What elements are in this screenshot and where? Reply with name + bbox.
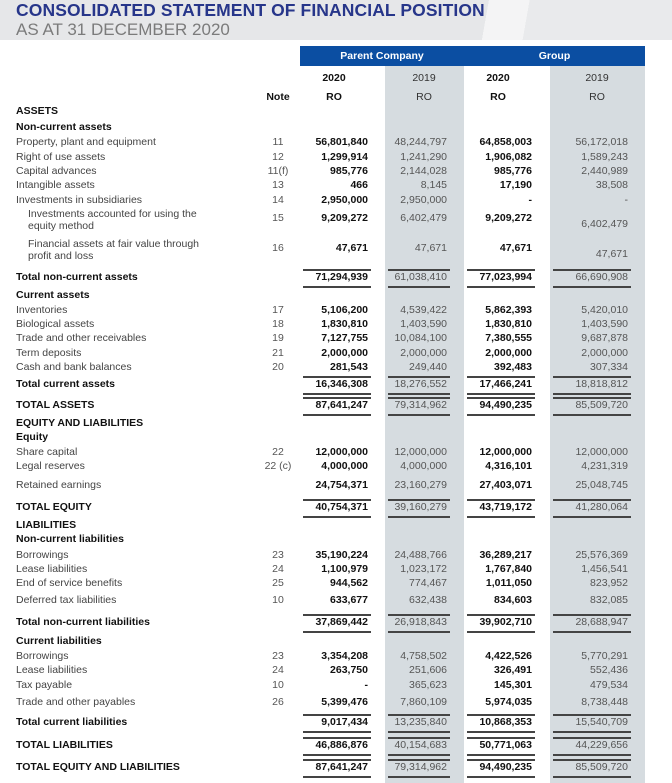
total-rule xyxy=(388,499,450,501)
row-label: Capital advances xyxy=(16,165,97,177)
total-rule xyxy=(467,516,535,518)
value-cell: 44,229,656 xyxy=(575,739,628,751)
value-cell: 40,754,371 xyxy=(315,501,368,513)
value-cell: 41,280,064 xyxy=(575,501,628,513)
row-label-line2: equity method xyxy=(28,220,94,232)
note-ref: 24 xyxy=(272,563,284,575)
value-cell: - xyxy=(528,194,532,206)
value-cell: 2,950,000 xyxy=(321,194,368,206)
note-ref: 10 xyxy=(272,679,284,691)
row-label: Share capital xyxy=(16,446,78,458)
total-rule xyxy=(303,714,371,716)
value-cell: 79,314,962 xyxy=(394,399,447,411)
row-label: Non-current liabilities xyxy=(16,533,124,545)
value-cell: 263,750 xyxy=(330,664,368,676)
value-cell: 1,830,810 xyxy=(321,318,368,330)
value-cell: 66,690,908 xyxy=(575,271,628,283)
total-rule xyxy=(388,759,450,761)
value-cell: 8,738,448 xyxy=(581,696,628,708)
total-rule xyxy=(303,614,371,616)
value-cell: 39,902,710 xyxy=(479,616,532,628)
total-rule xyxy=(303,776,371,778)
note-ref: 12 xyxy=(272,151,284,163)
value-cell: 38,508 xyxy=(595,179,628,191)
value-cell: 9,687,878 xyxy=(581,332,628,344)
value-cell: 10,868,353 xyxy=(479,716,532,728)
row-label: Non-current assets xyxy=(16,121,112,133)
note-header: Note xyxy=(266,91,290,103)
value-cell: 5,420,010 xyxy=(581,304,628,316)
value-cell: 1,241,290 xyxy=(400,151,447,163)
row-label: TOTAL EQUITY xyxy=(16,501,92,513)
total-rule xyxy=(553,286,631,288)
value-cell: 1,403,590 xyxy=(400,318,447,330)
value-cell: 251,606 xyxy=(409,664,447,676)
value-cell: 834,603 xyxy=(494,594,532,606)
value-cell: 7,860,109 xyxy=(400,696,447,708)
value-cell: 47,671 xyxy=(595,248,628,260)
value-cell: 4,539,422 xyxy=(400,304,447,316)
row-label: Property, plant and equipment xyxy=(16,136,156,148)
value-cell: 26,918,843 xyxy=(394,616,447,628)
total-rule xyxy=(553,776,631,778)
row-label: TOTAL LIABILITIES xyxy=(16,739,113,751)
value-cell: 4,316,101 xyxy=(485,460,532,472)
row-label: Borrowings xyxy=(16,549,69,561)
total-rule xyxy=(388,754,450,756)
currency-group-2020: RO xyxy=(490,91,506,103)
value-cell: 985,776 xyxy=(330,165,368,177)
currency-parent-2020: RO xyxy=(326,91,342,103)
note-ref: 18 xyxy=(272,318,284,330)
row-label: Intangible assets xyxy=(16,179,95,191)
note-ref: 14 xyxy=(272,194,284,206)
value-cell: 1,906,082 xyxy=(485,151,532,163)
value-cell: 326,491 xyxy=(494,664,532,676)
total-rule xyxy=(388,393,450,395)
total-rule xyxy=(303,414,371,416)
row-label: Term deposits xyxy=(16,347,82,359)
value-cell: 2,000,000 xyxy=(485,347,532,359)
note-ref: 22 (c) xyxy=(264,460,292,472)
value-cell: 774,467 xyxy=(409,577,447,589)
row-label: Total current assets xyxy=(16,378,116,390)
value-cell: 28,688,947 xyxy=(575,616,628,628)
total-rule xyxy=(467,286,535,288)
value-cell: 56,801,840 xyxy=(315,136,368,148)
value-cell: 9,209,272 xyxy=(321,212,368,224)
total-rule xyxy=(388,776,450,778)
total-rule xyxy=(553,631,631,633)
value-cell: 87,641,247 xyxy=(315,399,368,411)
total-rule xyxy=(388,731,450,733)
value-cell: 35,190,224 xyxy=(315,549,368,561)
row-label: Deferred tax liabilities xyxy=(16,594,117,606)
value-cell: 43,719,172 xyxy=(479,501,532,513)
row-label: ASSETS xyxy=(16,105,59,117)
parent-company-header: Parent Company xyxy=(340,50,424,62)
note-ref: 11(f) xyxy=(267,165,289,177)
total-rule xyxy=(467,631,535,633)
total-rule xyxy=(467,714,535,716)
value-cell: 61,038,410 xyxy=(394,271,447,283)
value-cell: 12,000,000 xyxy=(575,446,628,458)
total-rule xyxy=(467,759,535,761)
value-cell: 23,160,279 xyxy=(394,479,447,491)
total-rule xyxy=(303,516,371,518)
total-rule xyxy=(303,376,371,378)
value-cell: 1,023,172 xyxy=(400,563,447,575)
value-cell: 37,869,442 xyxy=(315,616,368,628)
row-label: Investments in subsidiaries xyxy=(16,194,143,206)
value-cell: 77,023,994 xyxy=(479,271,532,283)
group-header: Group xyxy=(538,50,571,62)
total-rule xyxy=(303,631,371,633)
total-rule xyxy=(388,397,450,399)
row-label xyxy=(28,238,199,262)
total-rule xyxy=(553,516,631,518)
value-cell: 985,776 xyxy=(494,165,532,177)
value-cell: 18,276,552 xyxy=(394,378,447,390)
value-cell: 4,758,502 xyxy=(400,650,447,662)
value-cell: 2,000,000 xyxy=(581,347,628,359)
total-rule xyxy=(467,269,535,271)
column-group-header xyxy=(300,46,645,66)
row-label: Total non-current assets xyxy=(16,271,138,283)
total-rule xyxy=(303,499,371,501)
value-cell: 832,085 xyxy=(590,594,628,606)
value-cell: 87,641,247 xyxy=(315,761,368,773)
row-label: Lease liabilities xyxy=(16,664,88,676)
note-ref: 25 xyxy=(272,577,284,589)
total-rule xyxy=(388,714,450,716)
value-cell: 56,172,018 xyxy=(575,136,628,148)
value-cell: 392,483 xyxy=(494,361,532,373)
total-rule xyxy=(388,269,450,271)
value-cell: 1,011,050 xyxy=(485,577,532,589)
value-cell: 10,084,100 xyxy=(394,332,447,344)
value-cell: 25,048,745 xyxy=(575,479,628,491)
value-cell: 24,754,371 xyxy=(315,479,368,491)
total-rule xyxy=(388,614,450,616)
value-cell: 479,534 xyxy=(590,679,628,691)
row-label: TOTAL ASSETS xyxy=(16,399,95,411)
year-group-2020: 2020 xyxy=(486,72,510,84)
statement-title: CONSOLIDATED STATEMENT OF FINANCIAL POSITION xyxy=(16,0,485,20)
row-label: Legal reserves xyxy=(16,460,85,472)
total-rule xyxy=(553,737,631,739)
value-cell: 5,106,200 xyxy=(321,304,368,316)
value-cell: 1,100,979 xyxy=(321,563,368,575)
row-label: Inventories xyxy=(16,304,68,316)
total-rule xyxy=(553,499,631,501)
total-rule xyxy=(303,737,371,739)
value-cell: 94,490,235 xyxy=(479,761,532,773)
note-ref: 20 xyxy=(272,361,284,373)
note-ref: 23 xyxy=(272,549,284,561)
value-cell: 9,017,434 xyxy=(321,716,368,728)
value-cell: 79,314,962 xyxy=(394,761,447,773)
value-cell: 145,301 xyxy=(494,679,532,691)
value-cell: 13,235,840 xyxy=(394,716,447,728)
total-rule xyxy=(553,397,631,399)
note-ref: 16 xyxy=(272,242,284,254)
total-rule xyxy=(467,731,535,733)
currency-group-2019: RO xyxy=(589,91,605,103)
value-cell: 466 xyxy=(350,179,368,191)
row-label: Current assets xyxy=(16,289,90,301)
value-cell: 36,289,217 xyxy=(479,549,532,561)
total-rule xyxy=(467,776,535,778)
value-cell: - xyxy=(364,679,368,691)
total-rule xyxy=(388,516,450,518)
value-cell: 7,127,755 xyxy=(321,332,368,344)
note-ref: 26 xyxy=(272,696,284,708)
value-cell: 281,543 xyxy=(330,361,368,373)
value-cell: 823,952 xyxy=(590,577,628,589)
value-cell: 94,490,235 xyxy=(479,399,532,411)
value-cell: 18,818,812 xyxy=(575,378,628,390)
note-ref: 19 xyxy=(272,332,284,344)
value-cell: 249,440 xyxy=(409,361,447,373)
total-rule xyxy=(467,397,535,399)
total-rule xyxy=(553,714,631,716)
value-cell: 2,440,989 xyxy=(581,165,628,177)
value-cell: 2,144,028 xyxy=(400,165,447,177)
value-cell: 12,000,000 xyxy=(479,446,532,458)
value-cell: 40,154,683 xyxy=(394,739,447,751)
row-label: Retained earnings xyxy=(16,479,102,491)
value-cell: 27,403,071 xyxy=(479,479,532,491)
value-cell: 4,000,000 xyxy=(321,460,368,472)
value-cell: 85,509,720 xyxy=(575,399,628,411)
total-rule xyxy=(553,731,631,733)
row-label: End of service benefits xyxy=(16,577,123,589)
value-cell: 12,000,000 xyxy=(394,446,447,458)
value-cell: 47,671 xyxy=(499,242,532,254)
value-cell: 85,509,720 xyxy=(575,761,628,773)
row-label xyxy=(28,208,197,232)
value-cell: 8,145 xyxy=(420,179,447,191)
value-cell: 632,438 xyxy=(409,594,447,606)
value-cell: 25,576,369 xyxy=(575,549,628,561)
row-label: Total current liabilities xyxy=(16,716,128,728)
value-cell: 1,403,590 xyxy=(581,318,628,330)
row-label: TOTAL EQUITY AND LIABILITIES xyxy=(16,761,180,773)
row-label: Equity xyxy=(16,431,49,443)
total-rule xyxy=(303,269,371,271)
statement-date: AS AT 31 DECEMBER 2020 xyxy=(16,20,230,39)
value-cell: 1,589,243 xyxy=(581,151,628,163)
value-cell: 9,209,272 xyxy=(485,212,532,224)
row-label: Cash and bank balances xyxy=(16,361,132,373)
value-cell: 17,466,241 xyxy=(479,378,532,390)
total-rule xyxy=(467,737,535,739)
row-label: Trade and other receivables xyxy=(16,332,147,344)
total-rule xyxy=(388,631,450,633)
value-cell: 16,346,308 xyxy=(315,378,368,390)
value-cell: - xyxy=(624,194,628,206)
value-cell: 2,000,000 xyxy=(321,347,368,359)
year-parent-2020: 2020 xyxy=(322,72,346,84)
row-label: Current liabilities xyxy=(16,635,102,647)
total-rule xyxy=(303,754,371,756)
value-cell: 64,858,003 xyxy=(479,136,532,148)
value-cell: 307,334 xyxy=(590,361,628,373)
total-rule xyxy=(303,393,371,395)
total-rule xyxy=(388,737,450,739)
row-label: Biological assets xyxy=(16,318,95,330)
total-rule xyxy=(388,376,450,378)
total-rule xyxy=(553,393,631,395)
note-ref: 22 xyxy=(272,446,284,458)
row-label: LIABILITIES xyxy=(16,519,77,531)
total-rule xyxy=(553,759,631,761)
total-rule xyxy=(303,731,371,733)
total-rule xyxy=(467,499,535,501)
value-cell: 24,488,766 xyxy=(394,549,447,561)
value-cell: 1,299,914 xyxy=(321,151,368,163)
value-cell: 1,767,840 xyxy=(485,563,532,575)
value-cell: 944,562 xyxy=(330,577,368,589)
note-ref: 21 xyxy=(272,347,284,359)
value-cell: 5,770,291 xyxy=(581,650,628,662)
total-rule xyxy=(467,754,535,756)
row-label-line1: Financial assets at fair value through xyxy=(28,238,200,250)
total-rule xyxy=(303,286,371,288)
value-cell: 15,540,709 xyxy=(575,716,628,728)
total-rule xyxy=(388,286,450,288)
value-cell: 5,974,035 xyxy=(485,696,532,708)
total-rule xyxy=(553,414,631,416)
total-rule xyxy=(303,759,371,761)
value-cell: 6,402,479 xyxy=(400,212,447,224)
value-cell: 4,000,000 xyxy=(400,460,447,472)
value-cell: 633,677 xyxy=(330,594,368,606)
total-rule xyxy=(553,376,631,378)
value-cell: 4,231,319 xyxy=(581,460,628,472)
value-cell: 6,402,479 xyxy=(581,218,628,230)
row-label: Right of use assets xyxy=(16,151,106,163)
total-rule xyxy=(388,414,450,416)
row-label: EQUITY AND LIABILITIES xyxy=(16,417,144,429)
value-cell: 12,000,000 xyxy=(315,446,368,458)
total-rule xyxy=(467,376,535,378)
value-cell: 5,862,393 xyxy=(485,304,532,316)
note-ref: 11 xyxy=(272,136,284,148)
value-cell: 71,294,939 xyxy=(315,271,368,283)
row-label-line2: profit and loss xyxy=(28,250,94,262)
value-cell: 552,436 xyxy=(590,664,628,676)
note-ref: 23 xyxy=(272,650,284,662)
note-ref: 24 xyxy=(272,664,284,676)
total-rule xyxy=(467,614,535,616)
value-cell: 39,160,279 xyxy=(394,501,447,513)
value-cell: 4,422,526 xyxy=(485,650,532,662)
year-parent-2019: 2019 xyxy=(412,72,436,84)
value-cell: 1,830,810 xyxy=(485,318,532,330)
row-label: Total non-current liabilities xyxy=(16,616,150,628)
row-label: Trade and other payables xyxy=(16,696,136,708)
row-label: Tax payable xyxy=(16,679,73,691)
value-cell: 2,000,000 xyxy=(400,347,447,359)
value-cell: 48,244,797 xyxy=(394,136,447,148)
row-label: Lease liabilities xyxy=(16,563,88,575)
value-cell: 7,380,555 xyxy=(485,332,532,344)
year-group-2019: 2019 xyxy=(585,72,609,84)
value-cell: 46,886,876 xyxy=(315,739,368,751)
total-rule xyxy=(553,754,631,756)
note-ref: 10 xyxy=(272,594,284,606)
total-rule xyxy=(553,269,631,271)
row-label: Borrowings xyxy=(16,650,69,662)
total-rule xyxy=(303,397,371,399)
total-rule xyxy=(467,414,535,416)
value-cell: 1,456,541 xyxy=(581,563,628,575)
value-cell: 17,190 xyxy=(499,179,532,191)
value-cell: 47,671 xyxy=(335,242,368,254)
value-cell: 3,354,208 xyxy=(321,650,368,662)
value-cell: 50,771,063 xyxy=(479,739,532,751)
value-cell: 5,399,476 xyxy=(321,696,368,708)
note-ref: 15 xyxy=(272,212,284,224)
value-cell: 2,950,000 xyxy=(400,194,447,206)
total-rule xyxy=(553,614,631,616)
note-ref: 13 xyxy=(272,179,284,191)
currency-parent-2019: RO xyxy=(416,91,432,103)
note-ref: 17 xyxy=(272,304,284,316)
row-label-line1: Investments accounted for using the xyxy=(28,208,197,220)
total-rule xyxy=(467,393,535,395)
value-cell: 365,623 xyxy=(409,679,447,691)
value-cell: 47,671 xyxy=(414,242,447,254)
